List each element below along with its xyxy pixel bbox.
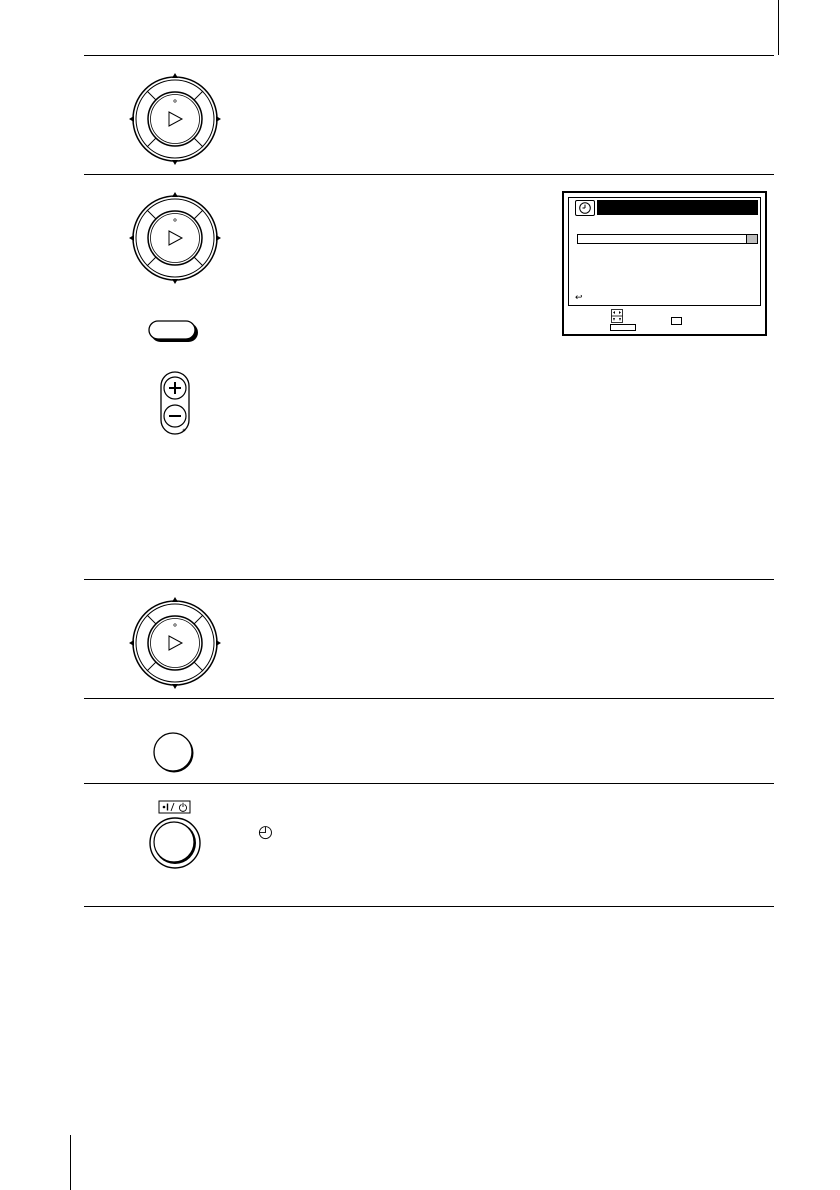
osd-menu-panel (562, 191, 767, 336)
joystick-arrow-pad-icon (127, 190, 223, 286)
footer-line (70, 1135, 71, 1190)
navigation-arrows-icon (611, 309, 623, 323)
joystick-arrow-pad-icon (127, 595, 223, 691)
osd-ok-box (671, 317, 682, 325)
power-button-icon (146, 800, 204, 870)
osd-menu-frame (568, 197, 761, 306)
step-divider (84, 906, 774, 907)
step-divider (84, 698, 774, 699)
joystick-arrow-pad-icon (127, 71, 223, 167)
step-divider (84, 783, 774, 784)
osd-selected-row (577, 234, 758, 244)
oval-button-icon (148, 320, 200, 344)
clock-icon (575, 200, 595, 216)
osd-title-bar (597, 200, 758, 215)
step-divider (84, 55, 774, 56)
timer-icon: ◴ (258, 822, 273, 842)
osd-set-box (610, 324, 636, 331)
round-button-icon (152, 731, 196, 775)
step-divider (84, 579, 774, 580)
osd-row-cursor (746, 235, 757, 243)
step-divider (84, 174, 774, 175)
return-icon: ↩ (575, 292, 583, 302)
thumb-tab-line (778, 0, 779, 55)
plus-minus-rocker-icon (158, 370, 192, 436)
